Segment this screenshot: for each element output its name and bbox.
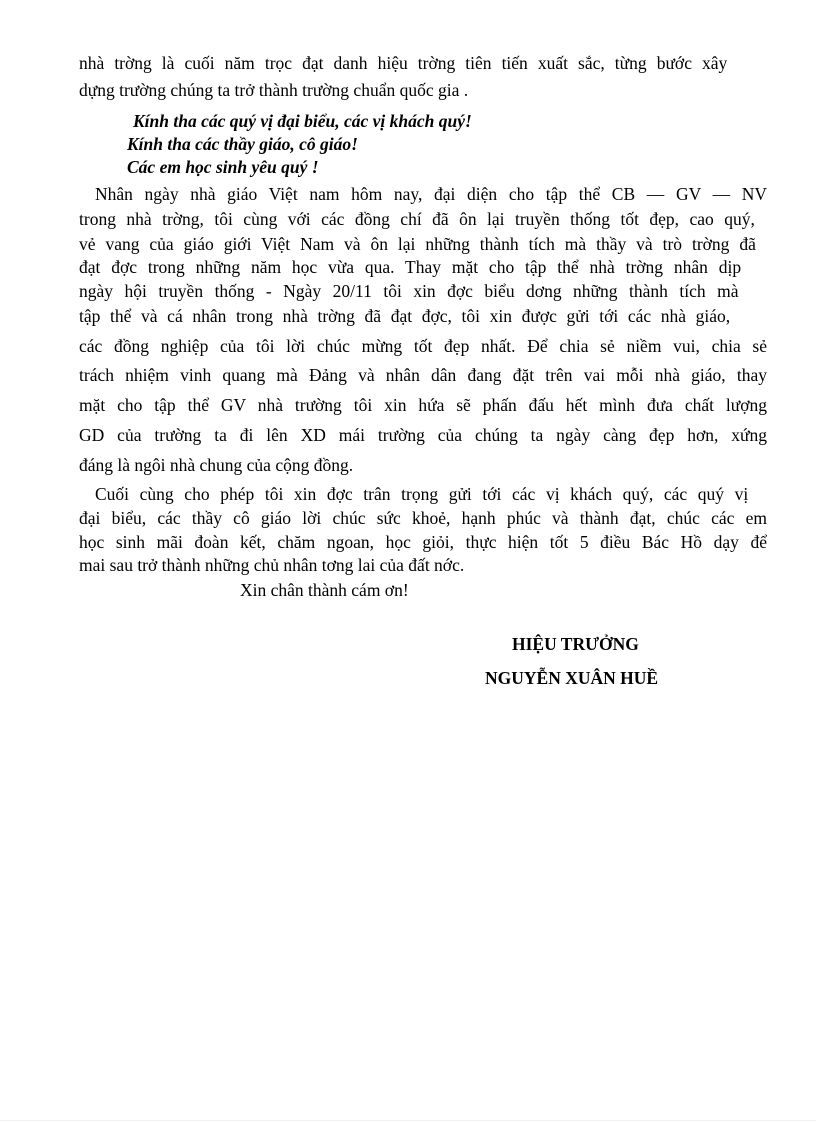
paragraph1-line-7: các đồng nghiệp của tôi lời chúc mừng tốt đẹp nhất. Để chia sẻ niềm vui, chia sẻ bbox=[79, 336, 767, 356]
paragraph2-line-1: Cuối cùng cho phép tôi xin đợc trân trọng gửi tới các vị khách quý, các quý vị bbox=[95, 484, 749, 504]
paragraph2-line-2: đại biểu, các thầy cô giáo lời chúc sức khoẻ, hạnh phúc và thành đạt, chúc các em bbox=[79, 508, 767, 528]
signature-title: HIỆU TRƯỞNG bbox=[512, 634, 639, 654]
opening-line-2: dựng trường chúng ta trở thành trường chuẩn quốc gia . bbox=[79, 80, 469, 100]
paragraph1-line-6: tập thể và cá nhân trong nhà trờng đã đạt đợc, tôi xin được gửi tới các nhà giáo, bbox=[79, 306, 731, 326]
page-bottom-edge bbox=[0, 1120, 816, 1121]
paragraph1-line-9: mặt cho tập thể GV nhà trường tôi xin hứa sẽ phấn đấu hết mình đưa chất lượng bbox=[79, 395, 767, 415]
paragraph1-line-11: đáng là ngôi nhà chung của cộng đồng. bbox=[79, 455, 354, 475]
greeting-students: Các em học sinh yêu quý ! bbox=[127, 157, 319, 177]
paragraph1-line-8: trách nhiệm vinh quang mà Đảng và nhân dân đang đặt trên vai mỗi nhà giáo, thay bbox=[79, 365, 767, 385]
paragraph1-line-1: Nhân ngày nhà giáo Việt nam hôm nay, đại diện cho tập thể CB — GV — NV bbox=[95, 184, 767, 204]
paragraph1-line-4: đạt đợc trong những năm học vừa qua. Thay mặt cho tập thể nhà trờng nhân dịp bbox=[79, 257, 742, 277]
paragraph1-line-2: trong nhà trờng, tôi cùng với các đồng chí đã ôn lại truyền thống tốt đẹp, cao quý, bbox=[79, 209, 755, 229]
signature-name: NGUYỄN XUÂN HUỀ bbox=[485, 668, 659, 688]
paragraph1-line-10: GD của trường ta đi lên XD mái trường của chúng ta ngày càng đẹp hơn, xứng bbox=[79, 425, 767, 445]
paragraph1-line-5: ngày hội truyền thống - Ngày 20/11 tôi xin đợc biểu dơng những thành tích mà bbox=[79, 281, 739, 301]
paragraph2-line-4: mai sau trở thành những chủ nhân tơng lai của đất nớc. bbox=[79, 555, 465, 575]
closing-thanks: Xin chân thành cám ơn! bbox=[240, 580, 409, 600]
paragraph2-line-3: học sinh mãi đoàn kết, chăm ngoan, học giỏi, thực hiện tốt 5 điều Bác Hồ dạy để bbox=[79, 532, 767, 552]
opening-line-1: nhà trờng là cuối năm trọc đạt danh hiệu trờng tiên tiến xuất sắc, từng bước xây bbox=[79, 53, 728, 73]
greeting-guests: Kính tha các quý vị đại biểu, các vị khách quý! bbox=[133, 111, 472, 131]
paragraph1-line-3: vẻ vang của giáo giới Việt Nam và ôn lại những thành tích mà thầy và trò trờng đã bbox=[79, 234, 756, 254]
greeting-teachers: Kính tha các thầy giáo, cô giáo! bbox=[127, 134, 358, 154]
